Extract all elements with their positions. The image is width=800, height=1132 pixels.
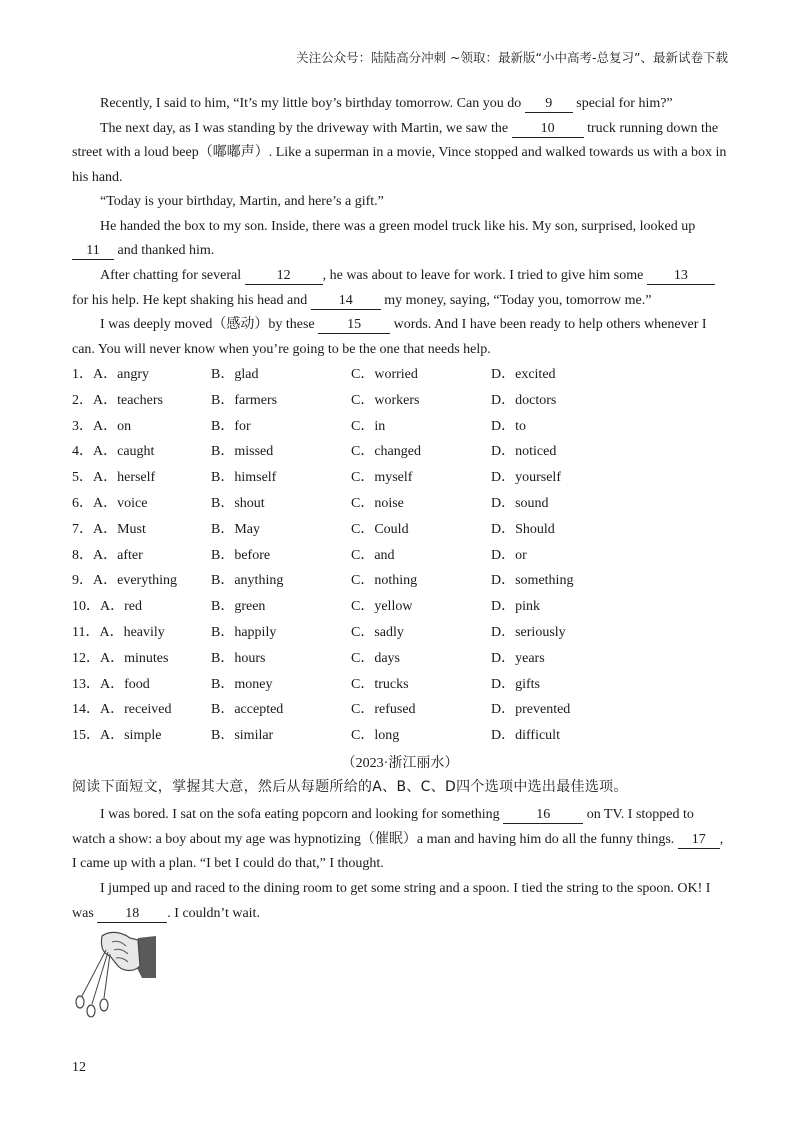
option-d: D．difficult	[491, 728, 560, 744]
option-b: B．money	[211, 676, 273, 692]
option-row	[72, 441, 728, 467]
option-b: B．green	[211, 599, 266, 615]
option-a: 10．A．red	[72, 599, 142, 615]
option-d: D．Should	[491, 521, 555, 537]
blank-9: 9	[525, 95, 573, 113]
option-c: C．in	[351, 418, 386, 434]
option-row	[72, 416, 728, 442]
option-a: 8．A．after	[72, 547, 143, 563]
story1-paragraph-6: I was deeply moved（感动）by these 15 words. And I have been ready to help others whenever I can. You will never know when you’re going to be the one that needs help.	[72, 317, 707, 357]
option-b: B．farmers	[211, 392, 278, 408]
option-c: C．trucks	[351, 676, 409, 692]
option-c: C．myself	[351, 470, 413, 486]
blank-10: 10	[512, 120, 584, 138]
blank-11: 11	[72, 242, 114, 260]
option-a: 7．A．Must	[72, 521, 146, 537]
option-c: C．sadly	[351, 624, 404, 640]
options-list	[72, 364, 728, 751]
option-b: B．happily	[211, 624, 277, 640]
option-d: D．years	[491, 650, 545, 666]
option-d: D．gifts	[491, 676, 540, 692]
story2-paragraph-1: I was bored. I sat on the sofa eating popcorn and looking for something 16 on TV. I stopped to watch a show: a boy about my age was hypnotizing（催眠）a man and having him do all the funny things. 17 , I came up with a plan. “I bet I could do that,” I thought.	[72, 807, 724, 871]
story1-paragraph-2: The next day, as I was standing by the driveway with Martin, we saw the 10 truck running down the street with a loud beep（嘟嘟声）. Like a superman in a movie, Vince stopped and walked towards us with a box in his hand.	[72, 120, 727, 185]
option-row	[72, 364, 728, 390]
option-a: 13．A．food	[72, 676, 150, 692]
blank-12: 12	[245, 267, 323, 285]
option-c: C．yellow	[351, 599, 413, 615]
option-row	[72, 699, 728, 725]
option-a: 2．A．teachers	[72, 392, 163, 408]
option-b: B．similar	[211, 728, 274, 744]
option-d: D．noticed	[491, 444, 557, 460]
hand-with-spoons-illustration	[70, 928, 162, 1020]
option-d: D．or	[491, 547, 527, 563]
option-d: D．to	[491, 418, 526, 434]
option-d: D．yourself	[491, 470, 561, 486]
option-c: C．long	[351, 728, 400, 744]
option-b: B．glad	[211, 367, 259, 382]
option-a: 5．A．herself	[72, 470, 156, 486]
option-a: 4．A．caught	[72, 444, 155, 460]
option-a: 3．A．on	[72, 418, 132, 434]
option-d: D．something	[491, 573, 574, 589]
option-row	[72, 596, 728, 622]
option-c: C．noise	[351, 495, 404, 511]
option-b: B．before	[211, 547, 271, 563]
blank-14: 14	[311, 292, 381, 310]
option-a: 9．A．everything	[72, 573, 177, 589]
option-row	[72, 519, 728, 545]
option-b: B．himself	[211, 470, 277, 486]
option-d: D．sound	[491, 495, 549, 511]
option-d: D．pink	[491, 599, 540, 615]
option-b: B．for	[211, 418, 251, 434]
blank-18: 18	[97, 905, 167, 923]
option-b: B．hours	[211, 650, 266, 666]
option-a: 11．A．heavily	[72, 624, 165, 640]
option-row	[72, 493, 728, 519]
option-d: D．seriously	[491, 624, 566, 640]
option-c: C．worried	[351, 367, 418, 382]
option-d: D．excited	[491, 367, 556, 382]
blank-17: 17	[678, 831, 720, 849]
option-c: C．Could	[351, 521, 409, 537]
story1-paragraph-5: After chatting for several 12 , he was about to leave for work. I tried to give him some 13 for his help. He kept shaking his head and 14 my money, saying, “Today you, tomorrow me.”	[72, 264, 728, 313]
option-a: 14．A．received	[72, 702, 172, 718]
option-d: D．prevented	[491, 702, 571, 718]
option-d: D．doctors	[491, 392, 557, 408]
option-row	[72, 622, 728, 648]
story2-paragraph-2: I jumped up and raced to the dining room to get some string and a spoon. I tied the string to the spoon. OK! I was 18 . I couldn’t wait.	[72, 881, 711, 921]
story1-paragraph-1: Recently, I said to him, “It’s my little boy’s birthday tomorrow. Can you do 9 special for him?”	[100, 96, 673, 111]
option-row	[72, 390, 728, 416]
blank-13: 13	[647, 267, 715, 285]
source-label: （2023·浙江丽水）	[341, 756, 459, 771]
option-b: B．anything	[211, 573, 284, 589]
option-row	[72, 674, 728, 700]
story1-paragraph-4: He handed the box to my son. Inside, there was a green model truck like his. My son, surprised, looked up 11 and thanked him.	[72, 215, 728, 264]
option-row	[72, 725, 728, 751]
blank-16: 16	[503, 806, 583, 824]
option-row	[72, 570, 728, 596]
option-b: B．shout	[211, 495, 265, 511]
instruction-text: 阅读下面短文，掌握其大意，然后从每题所给的A、B、C、D四个选项中选出最佳选项。	[72, 779, 628, 795]
option-b: B．May	[211, 521, 260, 537]
option-row	[72, 545, 728, 571]
page-header: 关注公众号：陆陆高分冲刺 ~领取：最新版“小中高考-总复习”、最新试卷下载	[296, 50, 728, 65]
option-a: 1．A．angry	[72, 367, 149, 382]
option-row	[72, 467, 728, 493]
option-row	[72, 648, 728, 674]
option-c: C．refused	[351, 702, 416, 718]
page-number: 12	[72, 1060, 86, 1075]
story1-paragraph-3: “Today is your birthday, Martin, and here’s a gift.”	[100, 194, 384, 209]
option-c: C．changed	[351, 444, 421, 460]
option-b: B．accepted	[211, 702, 284, 718]
option-b: B．missed	[211, 444, 274, 460]
blank-15: 15	[318, 316, 390, 334]
option-c: C．and	[351, 547, 395, 563]
option-c: C．days	[351, 650, 400, 666]
option-a: 12．A．minutes	[72, 650, 169, 666]
option-c: C．nothing	[351, 573, 418, 589]
option-a: 15．A．simple	[72, 728, 162, 744]
option-a: 6．A．voice	[72, 495, 148, 511]
option-c: C．workers	[351, 392, 420, 408]
